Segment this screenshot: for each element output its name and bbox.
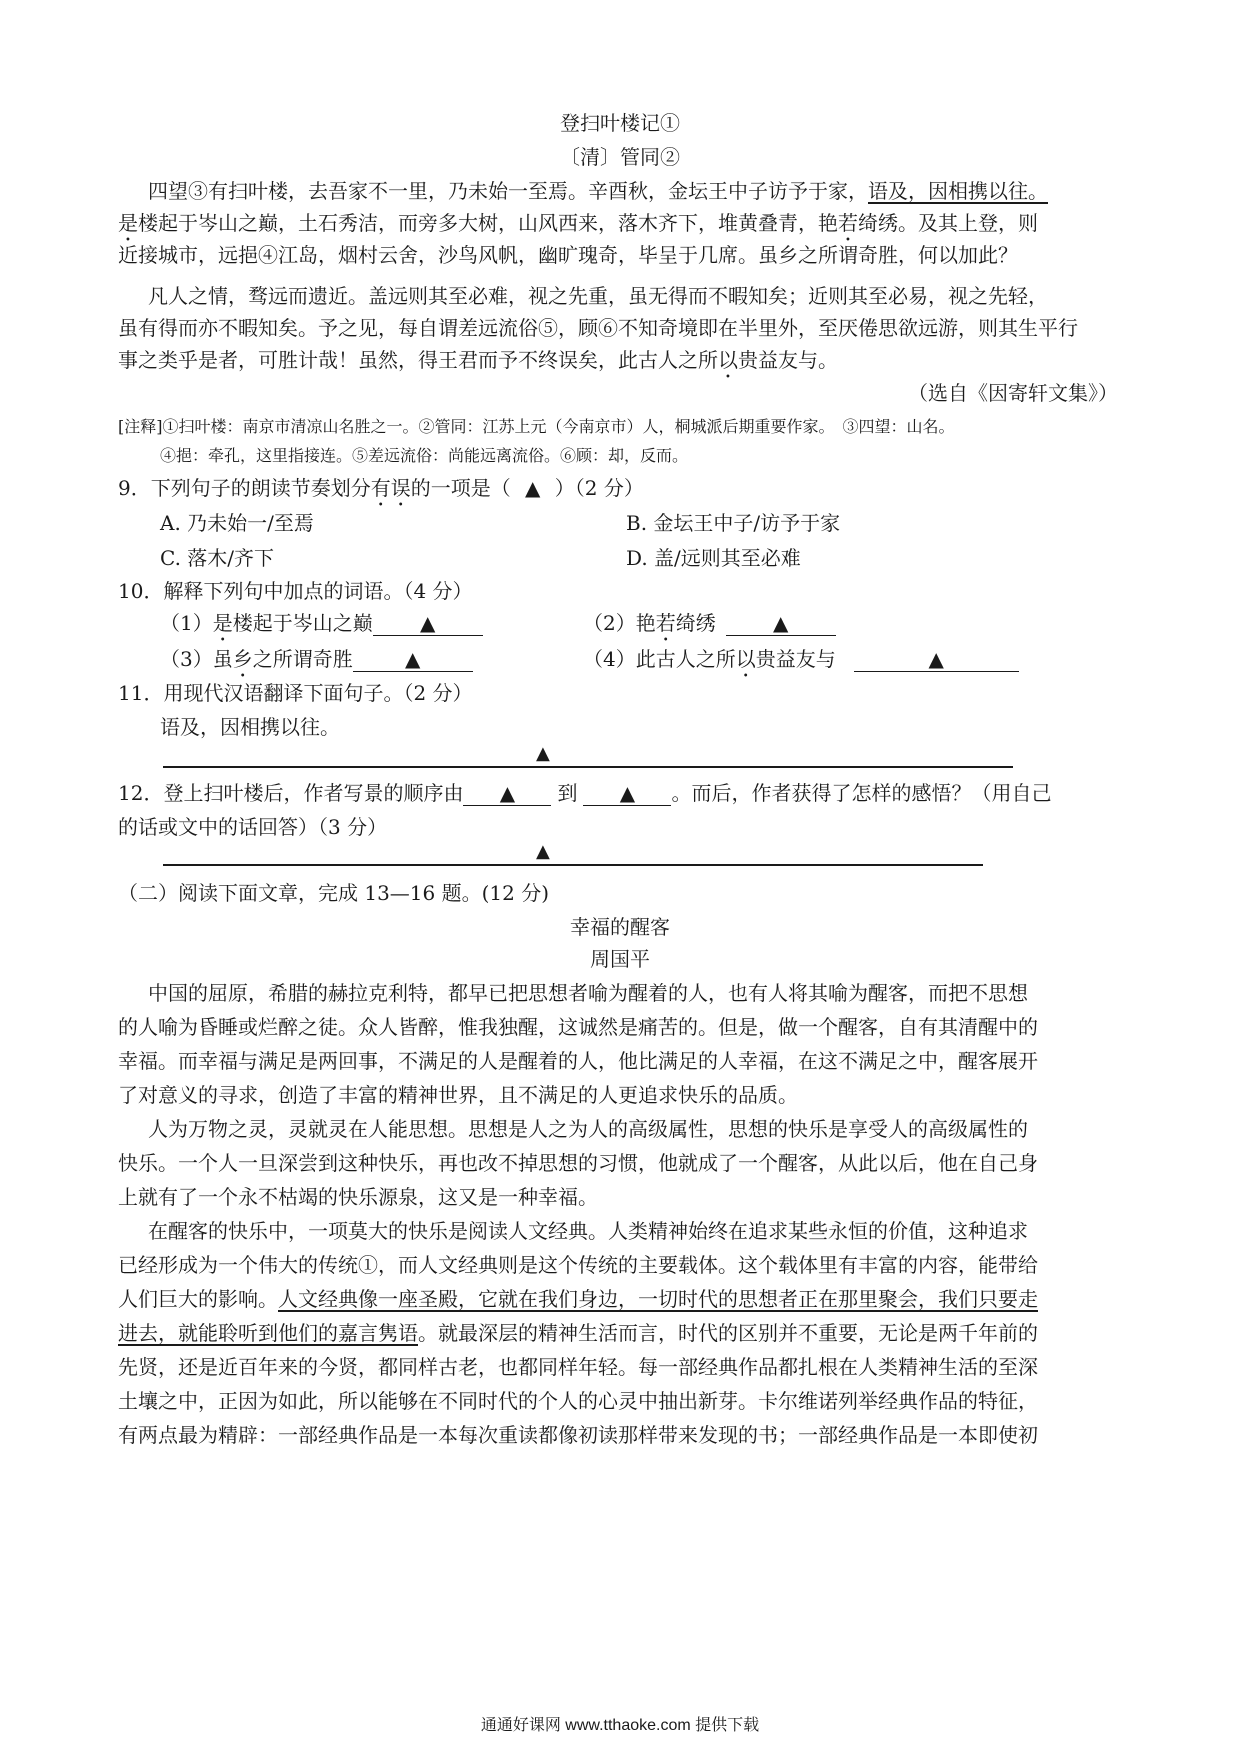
notes-line-2: ④挹：牵孔，这里指接连。⑤差远流俗：尚能远离流俗。⑥顾：却，反而。	[160, 446, 689, 465]
question-11-stem: 11．用现代汉语翻译下面句子。（2 分）	[118, 681, 473, 705]
text: 之所谓奇胜	[252, 647, 353, 671]
article-line: 人为万物之灵，灵就灵在人能思想。思想是人之为人的高级属性，思想的快乐是享受人的高级属性的	[148, 1117, 1028, 1141]
notes-line-1: [注释]①扫叶楼：南京市清凉山名胜之一。②管同：江苏上元（今南京市）人，桐城派后期重要作家。 ③四望：山名。	[118, 417, 955, 436]
question-11-sentence: 语及，因相携以往。	[160, 715, 340, 739]
paragraph-2-line-2: 虽有得而亦不暇知矣。予之见，每自谓差远流俗⑤，顾⑥不知奇境即在半里外，至厌倦思欲远游，则其生平行	[118, 316, 1078, 340]
dotted-word: 是	[118, 211, 138, 235]
text: 12．登上扫叶楼后，作者写景的顺序由	[118, 781, 464, 805]
answer-blank[interactable]: ▲	[726, 611, 836, 636]
text: 绮绣	[675, 611, 716, 635]
text: 四望③有扫叶楼，去吾家不一里，乃未始一至焉。辛酉秋，金坛王中子访予于家，	[148, 179, 868, 203]
answer-marker: ▲	[536, 841, 550, 862]
dotted-word: 是	[212, 611, 233, 635]
text: （4）此古人之所	[583, 647, 736, 671]
article-line: 已经形成为一个伟大的传统①，而人文经典则是这个传统的主要载体。这个载体里有丰富的内容，能带给	[118, 1253, 1038, 1277]
answer-marker: ▲	[525, 476, 541, 500]
option-a: A. 乃未始一/至焉	[160, 511, 314, 535]
question-10-item-1	[160, 608, 483, 646]
article-line: 的人喻为昏睡或烂醉之徒。众人皆醉，惟我独醒，这诚然是痛苦的。但是，做一个醒客，自有其清醒中的	[118, 1015, 1038, 1039]
dotted-word: 以	[718, 348, 738, 372]
passage-author: 〔清〕管同②	[560, 145, 680, 169]
text: 。就最深层的精神生活而言，时代的区别并不重要，无论是两千年前的	[418, 1321, 1038, 1345]
passage-title: 登扫叶楼记①	[560, 111, 680, 135]
underlined-sentence: 人文经典像一座圣殿，它就在我们身边，一切时代的思想者正在那里聚会，我们只要走	[278, 1287, 1038, 1311]
answer-marker: ▲	[536, 743, 550, 764]
text: （3）虽	[160, 647, 233, 671]
text: ）（2 分）	[554, 476, 644, 500]
text: 的一项是（	[410, 476, 511, 500]
text: （1）	[160, 611, 213, 635]
paragraph-2-line-3	[118, 345, 838, 383]
text: 贵益友与。	[738, 348, 838, 372]
question-10-item-2	[583, 608, 836, 646]
text: 贵益友与	[755, 647, 836, 671]
answer-blank[interactable]: ▲	[583, 781, 671, 806]
answer-line[interactable]	[163, 864, 983, 866]
underlined-sentence: 进去，就能聆听到他们的嘉言隽语	[118, 1321, 418, 1345]
page-footer: 通通好课网 www.tthaoke.com 提供下载	[480, 1717, 760, 1734]
question-10-item-3	[160, 644, 473, 682]
dotted-word: 以	[735, 647, 756, 671]
paragraph-2-line-1: 凡人之情，骛远而遗近。盖远则其至必难，视之先重，虽无得而不暇知矣；近则其至必易，视之先轻，	[148, 284, 1048, 308]
text: 9．下列句子的朗读节奏划分	[118, 476, 371, 500]
question-12-line-1	[118, 778, 1051, 808]
underlined-sentence: 语及，因相携以往。	[868, 179, 1048, 203]
dotted-word: 若	[655, 611, 676, 635]
article-line	[118, 1284, 1038, 1314]
source-citation: （选自《因寄轩文集》）	[908, 381, 1118, 405]
option-c: C. 落木/齐下	[160, 546, 275, 570]
option-b: B. 金坛王中子/访予于家	[626, 511, 841, 535]
question-9-stem	[118, 473, 644, 511]
article-line: 中国的屈原，希腊的赫拉克利特，都早已把思想者喻为醒着的人，也有人将其喻为醒客，而把不思想	[148, 981, 1028, 1005]
article-line: 在醒客的快乐中，一项莫大的快乐是阅读人文经典。人类精神始终在追求某些永恒的价值，这种追求	[148, 1219, 1028, 1243]
article-line	[118, 1318, 1038, 1348]
article-line: 先贤，还是近百年来的今贤，都同样古老，也都同样年轻。每一部经典作品都扎根在人类精神生活的至深	[118, 1355, 1038, 1379]
paragraph-1-line-3: 近接城市，远挹④江岛，烟村云舍，沙鸟风帆，幽旷瑰奇，毕呈于几席。虽乡之所谓奇胜，何以加此？	[118, 243, 1018, 267]
text: 事之类乎是者，可胜计哉！虽然，得王君而予不终误矣，此古人之所	[118, 348, 718, 372]
dotted-word: 乡	[232, 647, 253, 671]
answer-blank[interactable]: ▲	[373, 611, 483, 636]
section-heading: （二）阅读下面文章，完成 13—16 题。(12 分)	[118, 881, 550, 905]
paragraph-1-line-1	[148, 176, 1048, 206]
text: 人们巨大的影响。	[118, 1287, 278, 1311]
answer-blank[interactable]: ▲	[854, 647, 1019, 672]
article-line: 幸福。而幸福与满足是两回事，不满足的人是醒着的人，他比满足的人幸福，在这不满足之中，醒客展开	[118, 1049, 1038, 1073]
text: （2）艳	[583, 611, 656, 635]
text: 楼起于岑山之巅，土石秀洁，而旁多大树，山风西来，落木齐下，堆黄叠青，艳	[138, 211, 838, 235]
article-line: 土壤之中，正因为如此，所以能够在不同时代的个人的心灵中抽出新芽。卡尔维诺列举经典作品的特征，	[118, 1389, 1038, 1413]
dotted-word: 若	[838, 211, 858, 235]
question-10-item-4	[583, 644, 1019, 682]
article-author: 周国平	[590, 947, 650, 971]
answer-line[interactable]	[163, 766, 1013, 768]
article-title: 幸福的醒客	[570, 915, 670, 939]
answer-blank[interactable]: ▲	[463, 781, 551, 806]
article-line: 上就有了一个永不枯竭的快乐源泉，这又是一种幸福。	[118, 1185, 598, 1209]
answer-blank[interactable]: ▲	[353, 647, 473, 672]
article-line: 了对意义的寻求，创造了丰富的精神世界，且不满足的人更追求快乐的品质。	[118, 1083, 798, 1107]
option-d: D. 盖/远则其至必难	[626, 546, 801, 570]
text: 。而后，作者获得了怎样的感悟？（用自己	[671, 781, 1052, 805]
text: 楼起于岑山之巅	[232, 611, 373, 635]
text: 到	[557, 781, 578, 805]
article-line: 有两点最为精辟：一部经典作品是一本每次重读都像初读那样带来发现的书；一部经典作品是一本即使初	[118, 1423, 1038, 1447]
text: 绮绣。及其上登，则	[858, 211, 1038, 235]
dotted-word: 有误	[370, 476, 411, 500]
question-10-stem: 10．解释下列句中加点的词语。（4 分）	[118, 579, 473, 603]
article-line: 快乐。一个人一旦深尝到这种快乐，再也改不掉思想的习惯，他就成了一个醒客，从此以后，他在自己身	[118, 1151, 1038, 1175]
question-12-line-2: 的话或文中的话回答）（3 分）	[118, 815, 388, 839]
